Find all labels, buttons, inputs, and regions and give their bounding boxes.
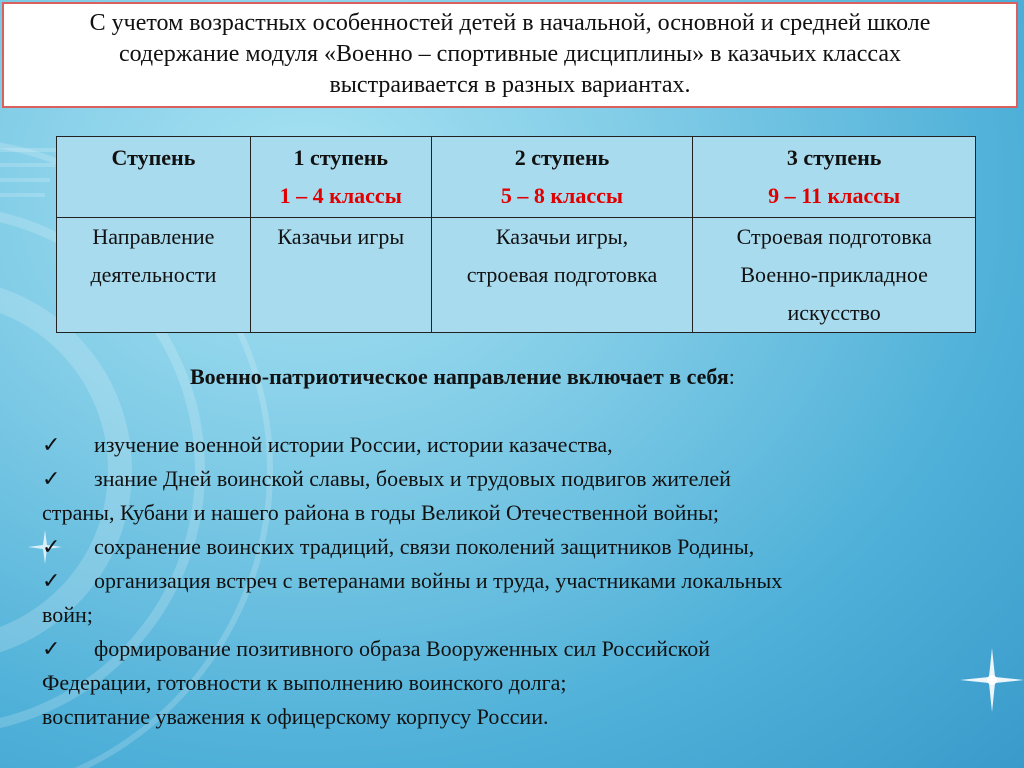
activity-cell: Казачьи игры, строевая подготовка: [431, 218, 693, 333]
stage-3-cell: [693, 137, 976, 218]
stage-2-cell: [431, 137, 693, 218]
bullet-list: [42, 428, 1002, 734]
list-item: ✓ формирование позитивного образа Вооруженных сил Российской: [42, 632, 1002, 666]
stage-1-cell: [250, 137, 431, 218]
stage-grades: 5 – 8 классы: [500, 183, 624, 208]
title-line-3: выстраивается в разных вариантах.: [329, 72, 691, 98]
stage-name: 3 ступень: [786, 145, 882, 170]
row-label-cell: Направление деятельности: [57, 218, 251, 333]
list-item: ✓ сохранение воинских традиций, связи поколений защитников Родины,: [42, 530, 1002, 564]
stage-grades: 9 – 11 классы: [768, 183, 901, 208]
list-item: ✓ знание Дней воинской славы, боевых и трудовых подвигов жителей: [42, 462, 1002, 496]
stages-table: [56, 136, 976, 333]
list-item-continuation: войн;: [42, 602, 93, 627]
list-item-continuation: страны, Кубани и нашего района в годы Великой Отечественной войны;: [42, 500, 720, 525]
stage-name: 2 ступень: [514, 145, 610, 170]
list-item: ✓ организация встреч с ветеранами войны и труда, участниками локальных: [42, 564, 1002, 598]
activity-cell: Строевая подготовка Военно-прикладное искусство: [693, 218, 976, 333]
section-heading: Военно-патриотическое направление включает в себя:: [190, 364, 735, 389]
list-item-plain: воспитание уважения к офицерскому корпусу России.: [42, 704, 549, 729]
checkmark-icon: ✓: [42, 534, 61, 559]
checkmark-icon: ✓: [42, 432, 61, 457]
checkmark-icon: ✓: [42, 636, 61, 661]
table-row: [57, 218, 976, 333]
table-header-cell: Ступень: [57, 137, 251, 218]
table-header-row: [57, 137, 976, 218]
title-box: [2, 2, 1018, 108]
stage-grades: 1 – 4 классы: [279, 183, 402, 208]
stage-name: 1 ступень: [293, 145, 389, 170]
activity-cell: Казачьи игры: [250, 218, 431, 333]
title-line-1: С учетом возрастных особенностей детей в начальной, основной и средней школе: [89, 10, 931, 36]
list-item: ✓ изучение военной истории России, истории казачества,: [42, 428, 1002, 462]
checkmark-icon: ✓: [42, 568, 61, 593]
checkmark-icon: ✓: [42, 466, 61, 491]
list-item-continuation: Федерации, готовности к выполнению воинского долга;: [42, 670, 567, 695]
title-line-2: содержание модуля «Военно – спортивные дисциплины» в казачьих классах: [118, 41, 902, 67]
